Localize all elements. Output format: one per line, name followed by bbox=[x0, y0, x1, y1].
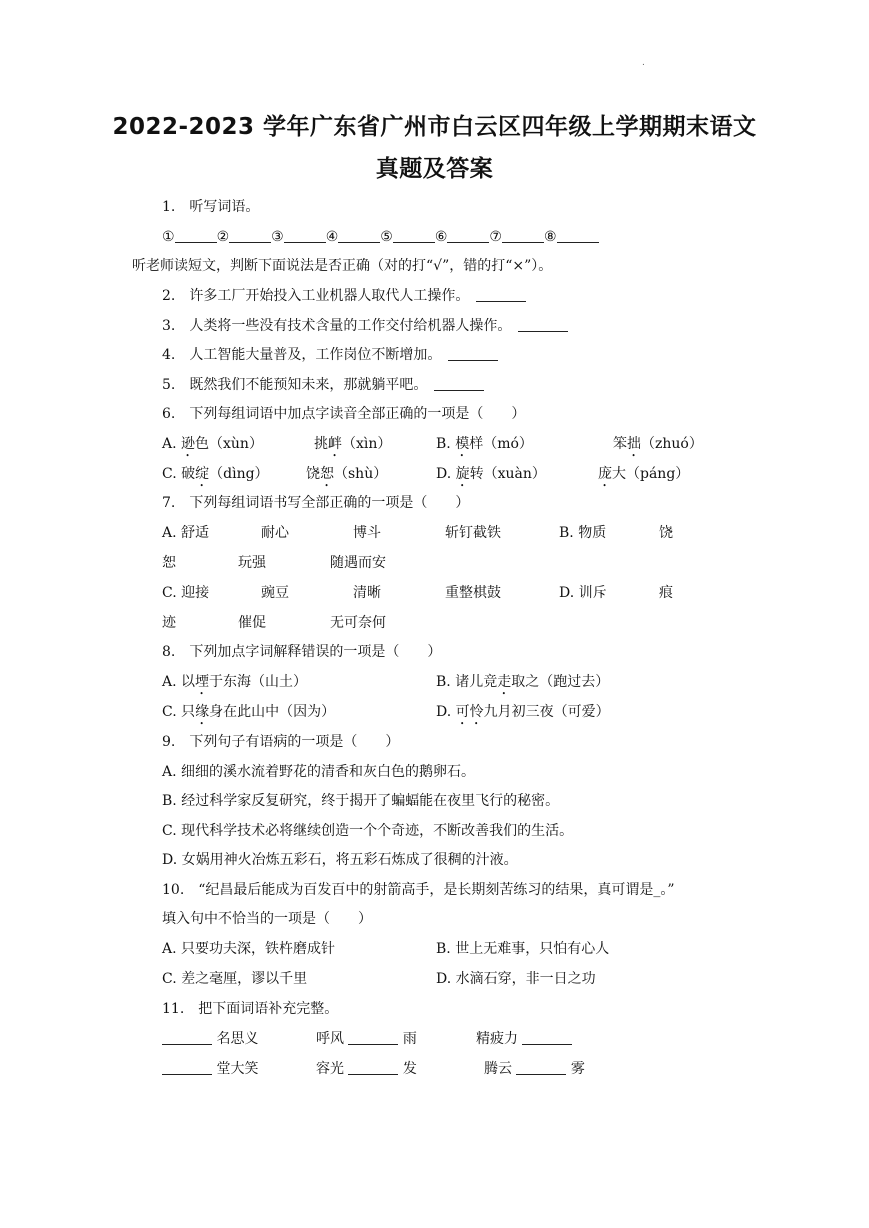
q10-option-a: A. 只要功夫深，铁杵磨成针 bbox=[162, 941, 336, 957]
q7-word: 豌豆 bbox=[261, 585, 289, 601]
q9-stem: 9. 下列句子有语病的一项是（ ） bbox=[162, 734, 400, 750]
answer-blank bbox=[348, 1030, 398, 1045]
dotted-char: 庞 bbox=[598, 466, 612, 482]
opt-text: 笨 bbox=[613, 436, 627, 452]
dotted-char: 堙 bbox=[195, 674, 210, 690]
blank-num: ⑧ bbox=[543, 229, 557, 245]
dotted-char: 旋 bbox=[455, 466, 470, 482]
q7-word: 痕 bbox=[659, 585, 673, 601]
answer-blank bbox=[175, 228, 217, 243]
opt-text: B. 诸儿竞 bbox=[436, 674, 498, 690]
q2-text: 2. 许多工厂开始投入工业机器人取代人工操作。 bbox=[162, 288, 463, 304]
idiom-part: 发 bbox=[402, 1061, 417, 1077]
dotted-char: 绽 bbox=[195, 466, 210, 482]
q6-option-c1 bbox=[162, 464, 269, 490]
q2 bbox=[162, 286, 526, 306]
listening-instruction: 听老师读短文，判断下面说法是否正确（对的打“√”，错的打“×”）。 bbox=[132, 258, 553, 274]
opt-text: 转（xuàn） bbox=[469, 466, 546, 482]
opt-text: （xìn） bbox=[342, 436, 392, 452]
idiom-part: 腾云 bbox=[484, 1061, 512, 1077]
blank-num: ⑤ bbox=[380, 229, 393, 245]
opt-prefix: A. bbox=[162, 436, 182, 452]
q5 bbox=[162, 375, 484, 395]
q7-word: 耐心 bbox=[261, 525, 289, 541]
blank-num: ⑥ bbox=[434, 229, 448, 245]
opt-text: C. 只 bbox=[162, 704, 196, 720]
dotted-char: 衅 bbox=[328, 436, 342, 452]
q9-option-c: C. 现代科学技术必将继续创造一个个奇迹，不断改善我们的生活。 bbox=[162, 823, 574, 839]
opt-text: （zhuó） bbox=[641, 436, 703, 452]
q11-item bbox=[162, 1059, 258, 1079]
answer-blank bbox=[393, 228, 435, 243]
idiom-part: 名思义 bbox=[216, 1031, 259, 1047]
answer-blank bbox=[284, 228, 326, 243]
answer-blank bbox=[338, 228, 380, 243]
answer-blank bbox=[229, 228, 271, 243]
opt-text: 挑 bbox=[314, 436, 328, 452]
blank-num: ② bbox=[216, 229, 230, 245]
q7-word: 斩钉截铁 bbox=[445, 525, 501, 541]
doc-title-line2: 真题及答案 bbox=[375, 156, 494, 182]
answer-blank bbox=[557, 228, 599, 243]
q1-dictation-blanks bbox=[162, 227, 599, 247]
opt-text: C. 破 bbox=[162, 466, 196, 482]
q10-stem-cont: 填入句中不恰当的一项是（ ） bbox=[162, 911, 372, 927]
q7-word: 饶 bbox=[659, 525, 673, 541]
q8-option-d bbox=[436, 702, 610, 728]
q7-word: A. 舒适 bbox=[162, 525, 210, 541]
q3-text: 3. 人类将一些没有技术含量的工作交付给机器人操作。 bbox=[162, 318, 505, 334]
answer-blank bbox=[476, 287, 526, 302]
opt-text: 大（páng） bbox=[612, 466, 690, 482]
q10-option-d: D. 水滴石穿，非一日之功 bbox=[436, 971, 596, 987]
blank-num: ④ bbox=[325, 229, 339, 245]
opt-text: 色（xùn） bbox=[195, 436, 263, 452]
blank-num: ⑦ bbox=[489, 229, 502, 245]
opt-text: 饶 bbox=[306, 466, 320, 482]
q10-option-c: C. 差之毫厘，谬以千里 bbox=[162, 971, 308, 987]
answer-blank bbox=[518, 317, 568, 332]
q6-option-a1 bbox=[162, 434, 263, 460]
corner-mark: . bbox=[642, 58, 645, 68]
answer-blank bbox=[162, 1060, 212, 1075]
q7-word: 恕 bbox=[162, 555, 176, 571]
q4-text: 4. 人工智能大量普及，工作岗位不断增加。 bbox=[162, 347, 435, 363]
answer-blank bbox=[348, 1060, 398, 1075]
q11-item bbox=[316, 1059, 417, 1079]
idiom-part: 精疲力 bbox=[476, 1031, 518, 1047]
q11-item bbox=[162, 1029, 258, 1049]
q7-word: B. 物质 bbox=[559, 525, 607, 541]
q10-option-b: B. 世上无难事，只怕有心人 bbox=[436, 941, 610, 957]
dotted-char: 拙 bbox=[627, 436, 641, 452]
q6-stem: 6. 下列每组词语中加点字读音全部正确的一项是（ ） bbox=[162, 406, 526, 422]
q11-stem: 11. 把下面词语补充完整。 bbox=[162, 1001, 339, 1017]
q7-stem: 7. 下列每组词语书写全部正确的一项是（ ） bbox=[162, 495, 470, 511]
opt-prefix: B. bbox=[436, 436, 456, 452]
dotted-char: 逊 bbox=[181, 436, 196, 452]
opt-text: 样（mó） bbox=[469, 436, 533, 452]
q6-option-a2 bbox=[314, 434, 391, 460]
idiom-part: 雨 bbox=[402, 1031, 417, 1047]
q7-word: 清晰 bbox=[353, 585, 381, 601]
dotted-char: 恕 bbox=[320, 466, 334, 482]
opt-text: 于东海（山土） bbox=[209, 674, 308, 690]
q9-option-a: A. 细细的溪水流着野花的清香和灰白色的鹅卵石。 bbox=[162, 764, 476, 780]
answer-blank bbox=[448, 346, 498, 361]
q6-option-c2 bbox=[306, 464, 387, 490]
q7-word: 迹 bbox=[162, 615, 176, 631]
answer-blank bbox=[502, 228, 544, 243]
q8-option-b bbox=[436, 672, 609, 698]
q6-option-d1 bbox=[436, 464, 546, 490]
opt-text: A. 以 bbox=[162, 674, 196, 690]
q11-item bbox=[476, 1029, 572, 1049]
q8-stem: 8. 下列加点字词解释错误的一项是（ ） bbox=[162, 644, 442, 660]
q7-word: D. 训斥 bbox=[559, 585, 607, 601]
opt-text: （dìng） bbox=[209, 466, 269, 482]
opt-text: 九月初三夜（可爱） bbox=[483, 704, 610, 720]
q7-word: 催促 bbox=[238, 615, 266, 631]
answer-blank bbox=[434, 376, 484, 391]
opt-text: 取之（跑过去） bbox=[511, 674, 610, 690]
q9-option-d: D. 女娲用神火冶炼五彩石，将五彩石炼成了很稠的汁液。 bbox=[162, 852, 518, 868]
q7-word: 随遇而安 bbox=[330, 555, 386, 571]
idiom-part: 堂大笑 bbox=[216, 1061, 259, 1077]
q11-item bbox=[484, 1059, 585, 1079]
blank-num: ③ bbox=[271, 229, 284, 245]
q6-option-b2 bbox=[613, 434, 703, 460]
q7-word: 博斗 bbox=[353, 525, 381, 541]
q3 bbox=[162, 316, 568, 336]
opt-text: 身在此山中（因为） bbox=[209, 704, 336, 720]
dotted-char: 走 bbox=[497, 674, 512, 690]
q9-option-b: B. 经过科学家反复研究，终于揭开了蝙蝠能在夜里飞行的秘密。 bbox=[162, 793, 560, 809]
idiom-part: 呼风 bbox=[316, 1031, 344, 1047]
idiom-part: 容光 bbox=[316, 1061, 344, 1077]
answer-blank bbox=[522, 1030, 572, 1045]
q11-item bbox=[316, 1029, 417, 1049]
answer-blank bbox=[162, 1030, 212, 1045]
q8-option-a bbox=[162, 672, 307, 698]
blank-num: ① bbox=[162, 229, 175, 245]
q10-stem: 10. “纪昌最后能成为百发百中的射箭高手，是长期刻苦练习的结果，真可谓是_。” bbox=[162, 882, 675, 898]
dotted-char: 缘 bbox=[195, 704, 210, 720]
answer-blank bbox=[447, 228, 489, 243]
q5-text: 5. 既然我们不能预知未来，那就躺平吧。 bbox=[162, 377, 421, 393]
q4 bbox=[162, 345, 498, 365]
idiom-part: 雾 bbox=[570, 1061, 585, 1077]
q7-word: 无可奈何 bbox=[330, 615, 386, 631]
opt-prefix: D. bbox=[436, 704, 456, 720]
q1-label: 1. 听写词语。 bbox=[162, 199, 260, 215]
doc-title-line1: 2022-2023 学年广东省广州市白云区四年级上学期期末语文 bbox=[112, 114, 757, 140]
dotted-char: 可怜 bbox=[455, 704, 484, 720]
q6-option-d2 bbox=[598, 464, 689, 490]
opt-prefix: D. bbox=[436, 466, 456, 482]
opt-text: （shù） bbox=[334, 466, 388, 482]
q7-word: 重整棋鼓 bbox=[445, 585, 501, 601]
dotted-char: 模 bbox=[455, 436, 470, 452]
q7-word: C. 迎接 bbox=[162, 585, 210, 601]
q7-word: 玩强 bbox=[238, 555, 266, 571]
answer-blank bbox=[516, 1060, 566, 1075]
q8-option-c bbox=[162, 702, 335, 728]
q6-option-b1 bbox=[436, 434, 533, 460]
